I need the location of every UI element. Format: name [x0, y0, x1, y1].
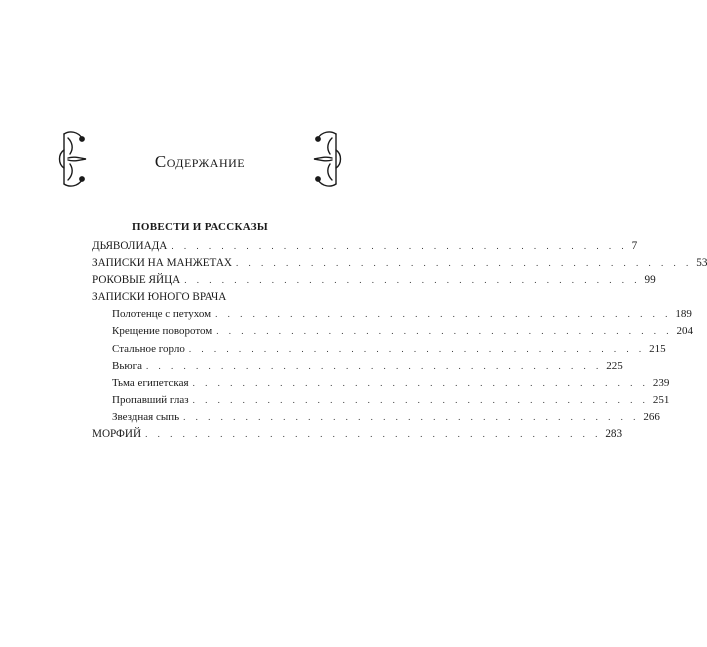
- toc-subentry[interactable]: [92, 358, 623, 375]
- dot-leader: . . . . . . . . . . . . . . . . . . . . . . . . . . . . . . . . . . . . .: [184, 275, 641, 286]
- toc-entry-title: РОКОВЫЕ ЯЙЦА: [92, 274, 181, 287]
- toc-entry-title: Тьма египетская: [112, 376, 189, 389]
- toc-entry-title: МОРФИЙ: [92, 428, 142, 441]
- dot-leader: . . . . . . . . . . . . . . . . . . . . . . . . . . . . . . . . . . . . .: [192, 394, 649, 405]
- toc-entry-title: ЗАПИСКИ ЮНОГО ВРАЧА: [92, 291, 227, 304]
- toc-entry-page: 7: [631, 240, 638, 252]
- toc-entry-page: 283: [605, 428, 623, 441]
- toc-subentry[interactable]: [92, 375, 670, 392]
- toc-entry-page: 99: [644, 274, 656, 287]
- toc-entry-title: Стальное горло: [112, 342, 185, 355]
- toc-entry[interactable]: [92, 426, 623, 443]
- toc-entry-title: Вьюга: [112, 359, 142, 372]
- page-title: Содержание: [154, 152, 246, 171]
- toc-entry-page: 53: [696, 257, 707, 270]
- dot-leader: . . . . . . . . . . . . . . . . . . . . . . . . . . . . . . . . . . . . .: [236, 258, 693, 269]
- dot-leader: . . . . . . . . . . . . . . . . . . . . . . . . . . . . . . . . . . . . .: [192, 377, 649, 388]
- toc-entry-title: Крещение поворотом: [112, 325, 213, 338]
- dot-leader: . . . . . . . . . . . . . . . . . . . . . . . . . . . . . . . . . . . . .: [145, 429, 602, 440]
- dot-leader: . . . . . . . . . . . . . . . . . . . . . . . . . . . . . . . . . . . . .: [215, 309, 672, 320]
- toc-entry-title: Пропавший глаз: [112, 393, 189, 406]
- toc-entry[interactable]: [92, 238, 638, 255]
- toc-entry-page: 239: [652, 376, 670, 389]
- toc-subentry[interactable]: [92, 409, 660, 426]
- toc-entry-title: Звездная сыпь: [112, 410, 180, 423]
- toc-entry-title: Полотенце с петухом: [112, 308, 212, 321]
- toc-entry-page: 225: [606, 359, 623, 372]
- toc-entry-page: 215: [649, 342, 666, 355]
- toc-entry-page: 266: [643, 410, 660, 423]
- toc-entry-page: 204: [676, 325, 694, 338]
- toc-entry-page: 189: [675, 308, 692, 321]
- toc-subentry[interactable]: [92, 392, 670, 409]
- dot-leader: . . . . . . . . . . . . . . . . . . . . . . . . . . . . . . . . . . . . .: [183, 411, 640, 422]
- dot-leader: . . . . . . . . . . . . . . . . . . . . . . . . . . . . . . . . . . . . .: [188, 343, 646, 354]
- table-of-contents: [92, 238, 707, 443]
- toc-entry-title: ЗАПИСКИ НА МАНЖЕТАХ: [92, 257, 232, 270]
- toc-entry[interactable]: [92, 272, 656, 289]
- dot-leader: . . . . . . . . . . . . . . . . . . . . . . . . . . . . . . . . . . . . .: [216, 326, 673, 337]
- toc-group-heading[interactable]: [92, 289, 331, 306]
- toc-entry-title: ДЬЯВОЛИАДА: [92, 240, 168, 252]
- dot-leader: . . . . . . . . . . . . . . . . . . . . . . . . . . . . . . . . . . . . .: [171, 241, 628, 251]
- dot-leader: . . . . . . . . . . . . . . . . . . . . . . . . . . . . . . . . . . . . .: [145, 360, 603, 371]
- toc-entry[interactable]: [92, 255, 707, 272]
- toc-subentry[interactable]: [92, 341, 666, 358]
- section-heading: ПОВЕСТИ И РАССКАЗЫ: [132, 221, 268, 233]
- toc-entry-page: 251: [652, 393, 670, 406]
- toc-subentry[interactable]: [92, 306, 692, 323]
- toc-subentry[interactable]: [92, 323, 694, 340]
